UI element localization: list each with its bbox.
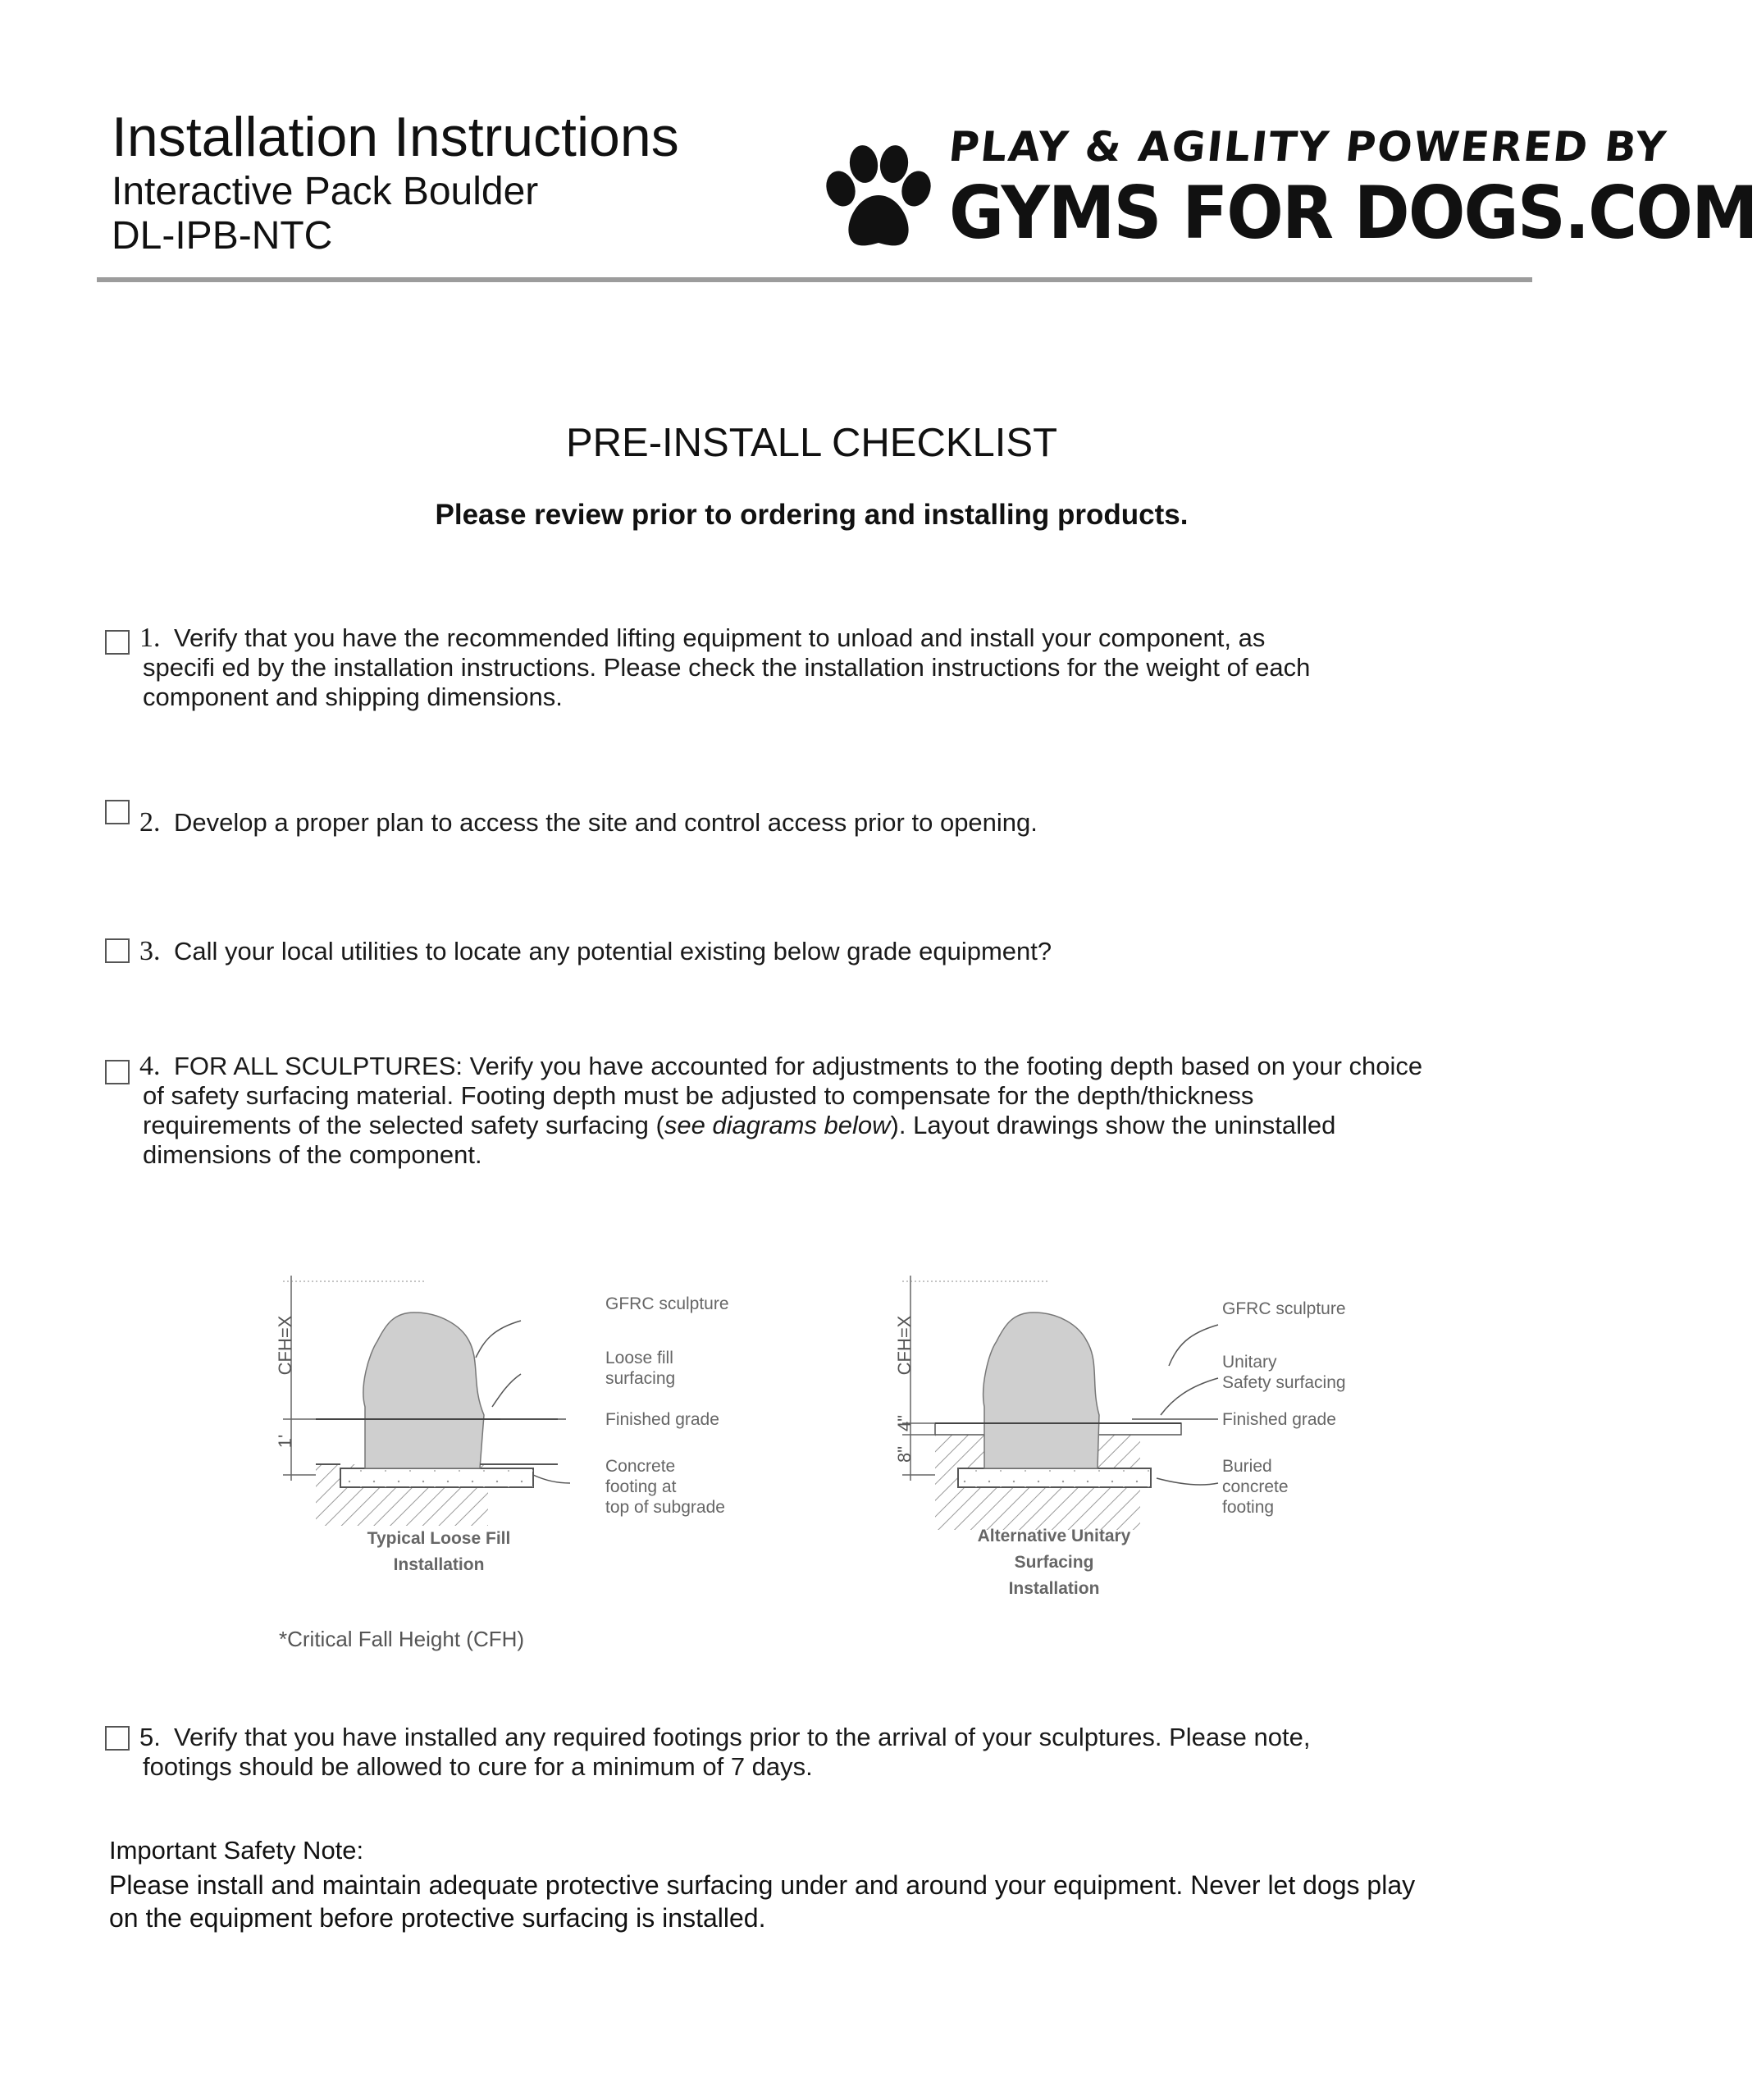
label-concrete: Concrete (605, 1457, 676, 1476)
safety-note-line: on the equipment before protective surfacing is installed. (109, 1903, 766, 1933)
product-name: Interactive Pack Boulder (112, 170, 539, 213)
item-text-line: ). Layout drawings show the uninstalled (890, 1111, 1336, 1139)
dimension-1ft: 1' (275, 1434, 295, 1449)
loose-fill-diagram (283, 1276, 570, 1526)
dimension-cfh-right: CFH=X (894, 1315, 915, 1376)
checklist-item-5 (105, 1723, 1499, 1788)
dimension-8in: 8" (894, 1445, 915, 1463)
item-text-line: Verify that you have the recommended lifting equipment to unload and install your component, as (174, 623, 1266, 652)
paw-print-icon (816, 138, 939, 261)
checkbox-item-5[interactable] (105, 1726, 130, 1751)
label-safety-surfacing: Safety surfacing (1222, 1373, 1346, 1392)
safety-note-line: Please install and maintain adequate protective surfacing under and around your equipment. Never let dogs play (109, 1870, 1416, 1900)
logo-brand: GYMS FOR DOGS.COM (949, 171, 1757, 255)
header-divider (97, 277, 1532, 282)
unitary-surfacing-diagram (902, 1276, 1218, 1530)
label-footing-at: footing at (605, 1477, 677, 1496)
checklist-item-3 (105, 937, 1499, 970)
caption-installation: Installation (393, 1555, 485, 1574)
label-finished-grade: Finished grade (605, 1410, 719, 1429)
product-code: DL-IPB-NTC (112, 214, 333, 258)
item-text-line: component and shipping dimensions. (143, 682, 563, 711)
checklist-title: PRE-INSTALL CHECKLIST (565, 421, 1058, 465)
label-loose-fill: Loose fill (605, 1349, 673, 1367)
caption-loose-fill: Typical Loose Fill (367, 1529, 511, 1548)
checkbox-item-1[interactable] (105, 630, 130, 655)
item-text-line: FOR ALL SCULPTURES: Verify you have accounted for adjustments to the footing depth based on your choice (174, 1052, 1423, 1080)
safety-note-body (109, 1869, 1520, 1934)
label-unitary: Unitary (1222, 1353, 1277, 1372)
item-number: 2. (139, 807, 161, 838)
item-text-line: requirements of the selected safety surfacing ( (143, 1111, 664, 1139)
checkbox-item-3[interactable] (105, 938, 130, 963)
label-finished-grade: Finished grade (1222, 1410, 1336, 1429)
caption-surfacing: Surfacing (1014, 1553, 1094, 1572)
label-buried: Buried (1222, 1457, 1272, 1476)
checklist-item-2 (105, 800, 1499, 841)
item-number: 5. (139, 1723, 161, 1751)
checkbox-item-4[interactable] (105, 1060, 130, 1084)
label-top-of-subgrade: top of subgrade (605, 1498, 725, 1517)
item-text-line: dimensions of the component. (143, 1140, 482, 1169)
caption-installation: Installation (1008, 1579, 1100, 1598)
label-concrete: concrete (1222, 1477, 1289, 1496)
caption-alternative-unitary: Alternative Unitary (977, 1527, 1131, 1545)
checklist-item-4 (105, 1052, 1499, 1175)
item-text-line: Verify that you have installed any required footings prior to the arrival of your sculptures. Please note, (174, 1723, 1311, 1751)
logo-tagline: PLAY & AGILITY POWERED BY (946, 123, 1670, 171)
item-number: 1. (139, 623, 161, 653)
dimension-4in: 4" (894, 1414, 915, 1432)
gfrc-sculpture (983, 1312, 1099, 1468)
item-number: 4. (139, 1051, 161, 1081)
label-footing: footing (1222, 1498, 1275, 1517)
label-gfrc-sculpture: GFRC sculpture (605, 1294, 729, 1313)
document-title: Installation Instructions (112, 106, 679, 168)
brand-logo (816, 123, 1757, 262)
checklist-item-1 (105, 623, 1499, 714)
item-text-line: footings should be allowed to cure for a minimum of 7 days. (143, 1752, 813, 1781)
checklist-subtitle: Please review prior to ordering and installing products. (435, 499, 1189, 531)
item-text-line: of safety surfacing material. Footing depth must be adjusted to compensate for the depth/thickness (143, 1081, 1254, 1110)
item-number: 3. (139, 936, 161, 966)
item-text-emphasis: see diagrams below (664, 1111, 891, 1139)
gfrc-sculpture (363, 1312, 484, 1468)
item-text-line: Call your local utilities to locate any potential existing below grade equipment? (174, 937, 1052, 966)
label-surfacing: surfacing (605, 1369, 676, 1388)
dimension-cfh-left: CFH=X (275, 1315, 295, 1376)
checkbox-item-2[interactable] (105, 800, 130, 824)
safety-note-heading: Important Safety Note: (109, 1836, 364, 1865)
item-text-line: Develop a proper plan to access the site and control access prior to opening. (174, 808, 1038, 837)
cfh-footnote: *Critical Fall Height (CFH) (279, 1627, 525, 1651)
label-gfrc-sculpture: GFRC sculpture (1222, 1299, 1346, 1318)
item-text-line: specifi ed by the installation instructions. Please check the installation instructions for the weight of each (143, 653, 1311, 682)
